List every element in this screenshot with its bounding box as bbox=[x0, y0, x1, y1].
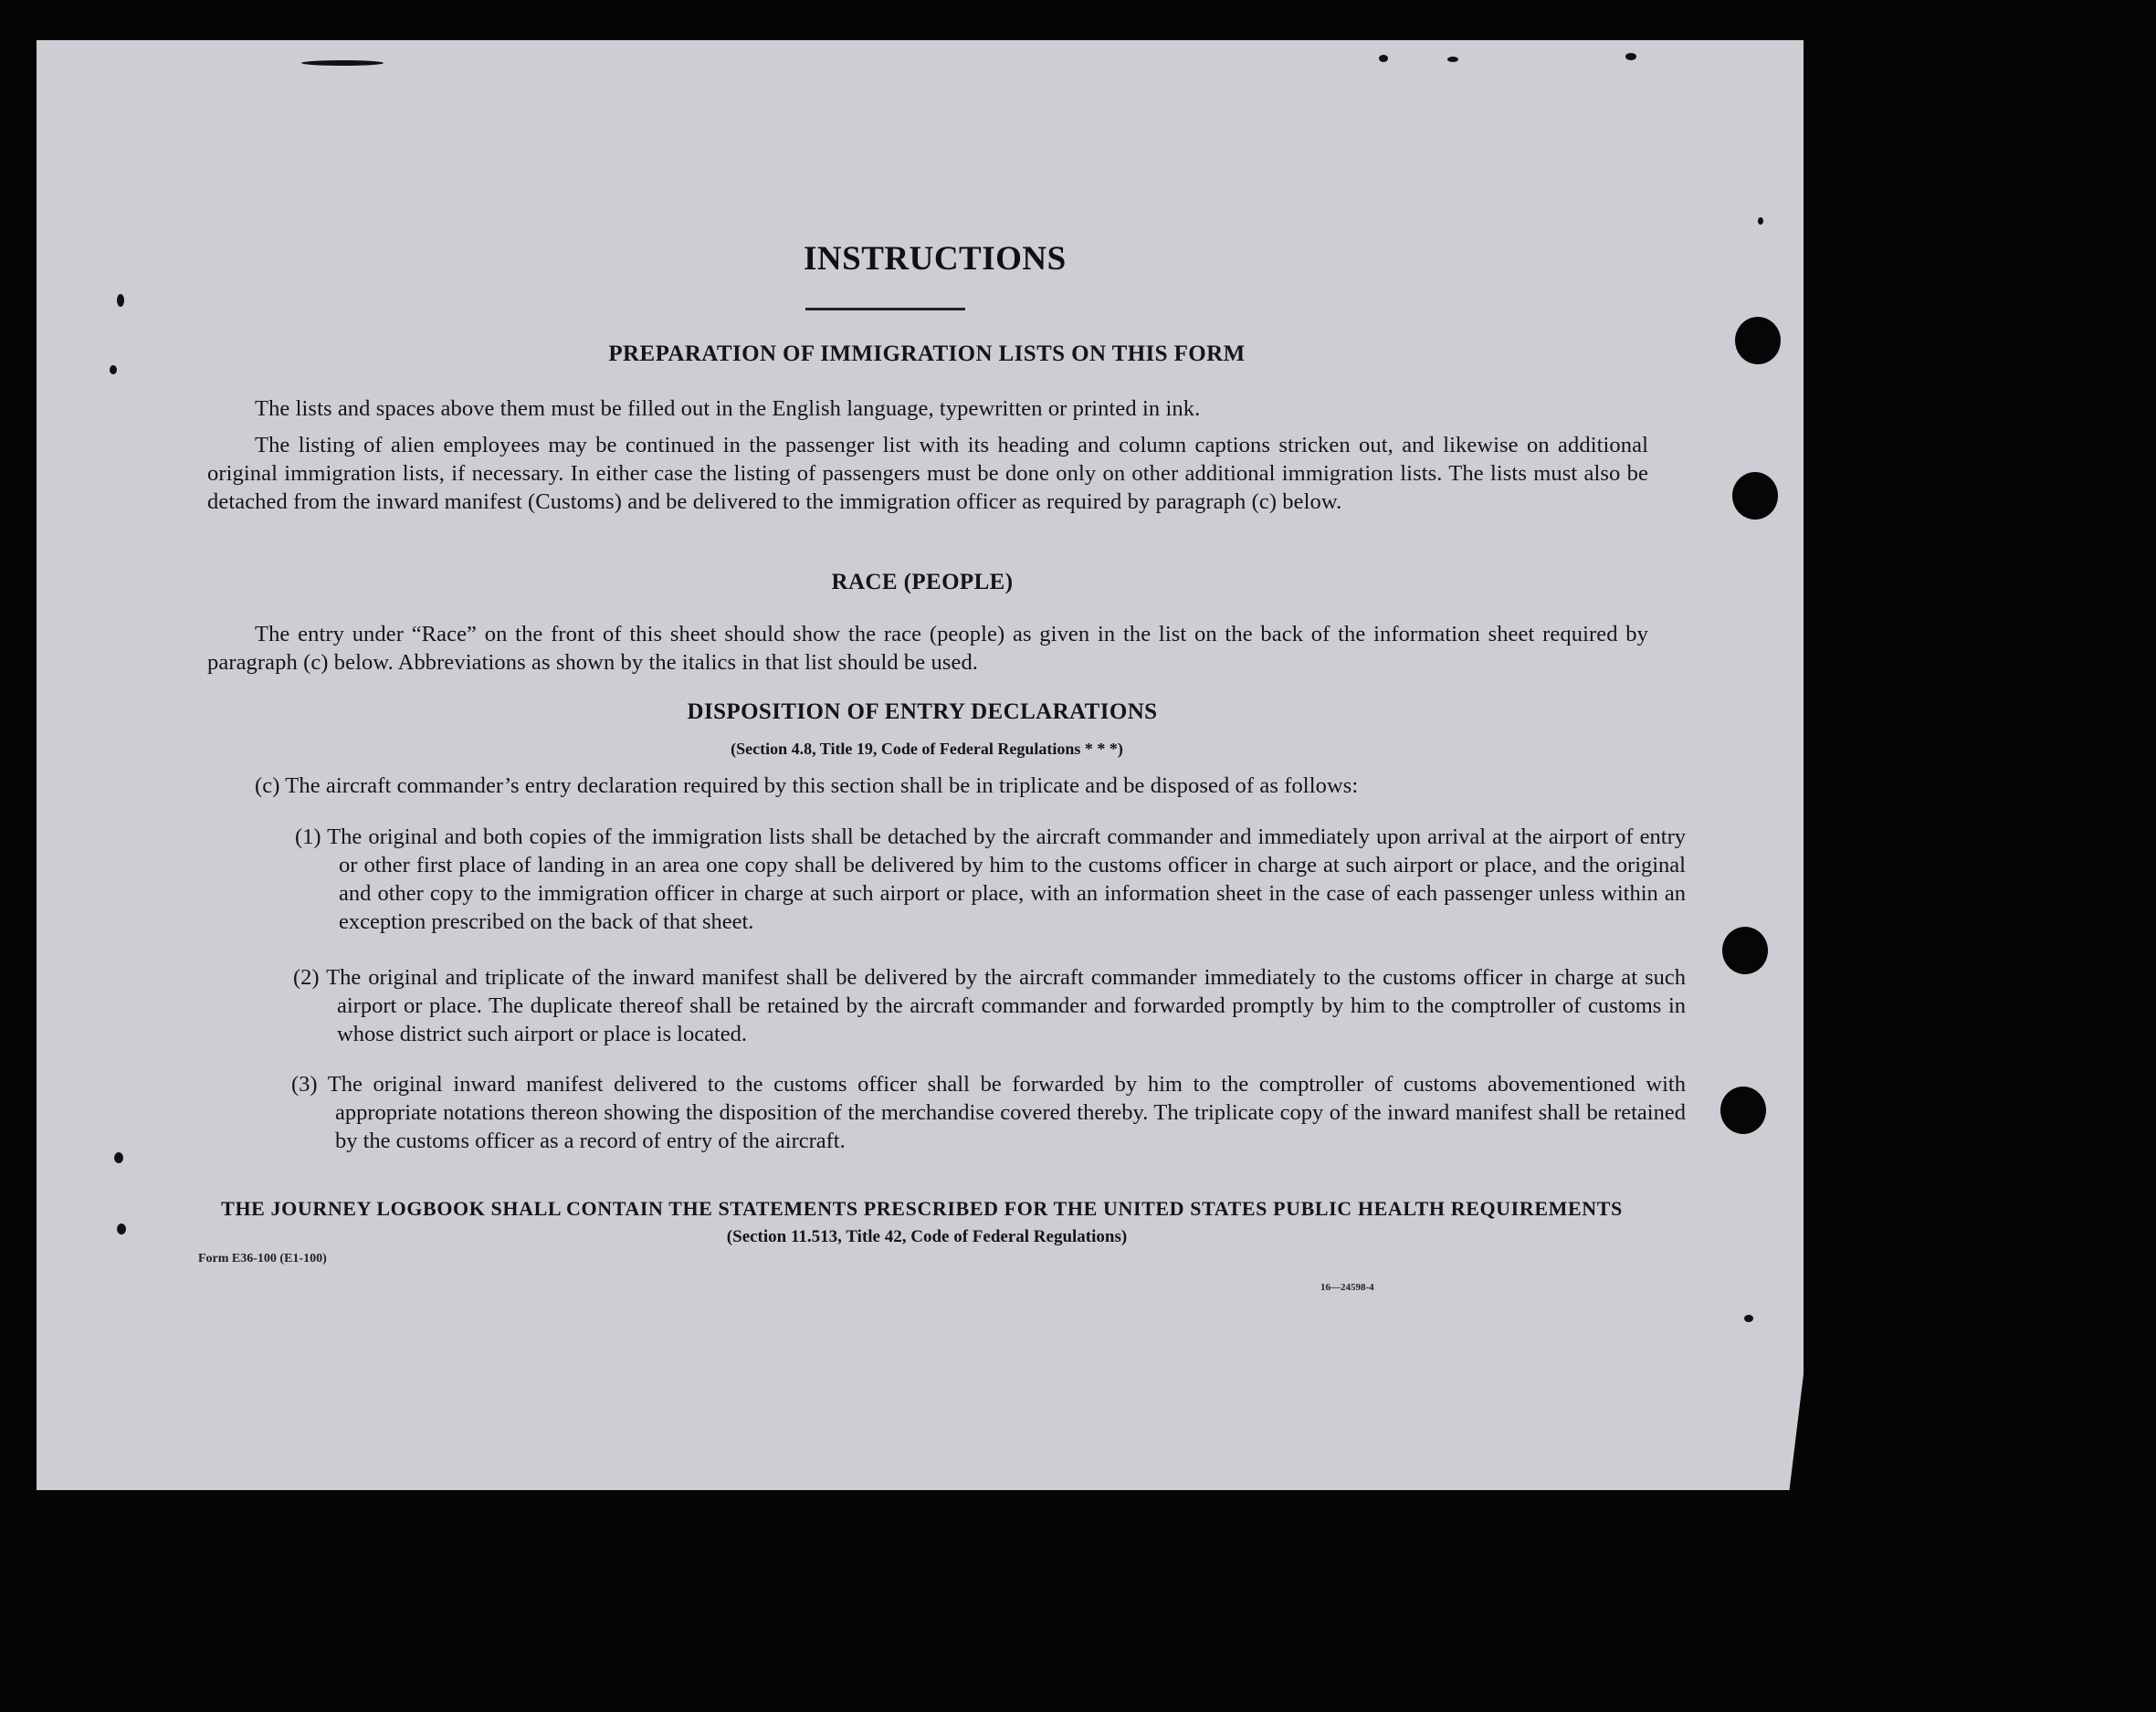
form-number: Form E36-100 (E1-100) bbox=[198, 1252, 327, 1266]
print-code: 16—24598-4 bbox=[1320, 1282, 1374, 1293]
speck bbox=[1744, 1315, 1753, 1322]
bleed-through-text bbox=[393, 111, 399, 139]
race-paragraph: The entry under “Race” on the front of this sheet should show the race (people) as given in the list on the back of the information sheet required by paragraph (c) below. Abbreviations as shown by the italics in that list should be used. bbox=[207, 622, 1648, 675]
footer-citation: (Section 11.513, Title 42, Code of Federal Regulations) bbox=[726, 1227, 1128, 1246]
disposition-citation: (Section 4.8, Title 19, Code of Federal Regulations * * *) bbox=[731, 740, 1123, 758]
speck bbox=[1379, 55, 1388, 62]
punch-hole bbox=[1732, 472, 1778, 520]
speck bbox=[1758, 217, 1763, 225]
section-heading-disposition: DISPOSITION OF ENTRY DECLARATIONS bbox=[687, 699, 1158, 724]
preparation-paragraph: The lists and spaces above them must be filled out in the English language, typewritten or printed in ink. bbox=[255, 396, 1201, 421]
punch-hole bbox=[1722, 927, 1768, 974]
disposition-item-2: (2) The original and triplicate of the inward manifest shall be delivered by the aircraft commander immediately to the customs officer in charge at such airport or place. The duplicate thereof shall be retained by the aircraft commander and forwarded promptly by him to the comptroller of customs in whose district such airport or place is located. bbox=[293, 965, 1686, 1046]
section-heading-race: RACE (PEOPLE) bbox=[831, 570, 1014, 594]
preparation-paragraph: The listing of alien employees may be continued in the passenger list with its heading and column captions stricken out, and likewise on additional original immigration lists, if necessary. In either case the listing of passengers must be done only on other additional immigration lists. The lists must also be detached from the inward manifest (Customs) and be delivered to the immigration officer as required by paragraph (c) below. bbox=[207, 433, 1648, 514]
speck bbox=[1447, 57, 1458, 62]
speck bbox=[1625, 53, 1636, 60]
race-body bbox=[207, 620, 1648, 677]
speck bbox=[301, 60, 384, 66]
page-title: INSTRUCTIONS bbox=[804, 240, 1067, 278]
disposition-intro-text: (c) The aircraft commander’s entry declaration required by this section shall be in triplicate and be disposed of as follows: bbox=[255, 773, 1359, 798]
punch-hole bbox=[1735, 317, 1781, 364]
speck bbox=[117, 1224, 126, 1234]
disposition-item-1: (1) The original and both copies of the immigration lists shall be detached by the aircraft commander and immediately upon arrival at the airport of entry or other first place of landing in an area one copy shall be delivered by him to the customs officer in charge at such airport or place, and the original and other copy to the immigration officer in charge at such airport or place, with an information sheet in the case of each passenger unless within an exception prescribed on the back of that sheet. bbox=[295, 824, 1686, 934]
preparation-body bbox=[207, 394, 1648, 516]
speck bbox=[110, 365, 117, 374]
disposition-intro bbox=[207, 772, 1648, 800]
disposition-item-3: (3) The original inward manifest delivered to the customs officer shall be forwarded by him to the comptroller of customs abovementioned with appropriate notations thereon showing the disposition of the merchandise covered thereby. The triplicate copy of the inward manifest shall be retained by the customs officer as a record of entry of the aircraft. bbox=[291, 1072, 1686, 1153]
speck bbox=[117, 294, 124, 307]
punch-hole bbox=[1720, 1087, 1766, 1134]
speck bbox=[114, 1152, 123, 1163]
title-underline bbox=[805, 308, 965, 310]
footer-statement: THE JOURNEY LOGBOOK SHALL CONTAIN THE STATEMENTS PRESCRIBED FOR THE UNITED STATES PUBLIC HEALTH REQUIREMENTS bbox=[221, 1197, 1623, 1220]
section-heading-preparation: PREPARATION OF IMMIGRATION LISTS ON THIS FORM bbox=[608, 341, 1246, 366]
